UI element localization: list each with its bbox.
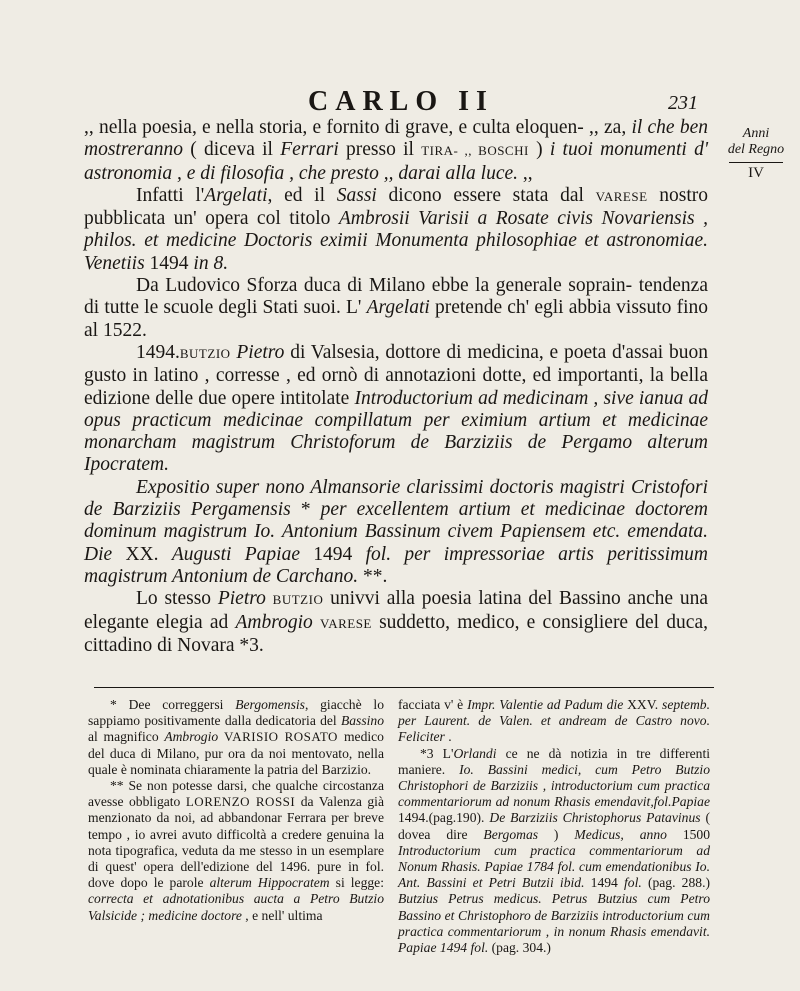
text-span: Pietro	[236, 341, 285, 363]
text-span: Ferrari	[280, 139, 339, 161]
text-span: .	[444, 729, 452, 745]
text-span: fol.	[624, 875, 642, 891]
text-span: 1500	[666, 826, 711, 842]
text-span: per excellentem artium et medicinae doctorem dominum magistrum Io. Antonium Bassinum civem Papiensem etc. emendata. Die	[84, 499, 708, 565]
text-span: LORENZO ROSSI	[185, 794, 296, 810]
text-span: (pag. 304.)	[488, 940, 551, 956]
footnote-1	[88, 697, 384, 778]
argelati-paragraph	[84, 185, 708, 275]
text-span: , giacchè lo sappiamo positivamente dalla dedicatoria del	[88, 697, 384, 729]
text-span: Da Ludovico Sforza duca di Milano ebbe la generale soprain- tendenza di tutte le scuole degli Stati suoi. L'	[84, 275, 708, 319]
text-span: ( dovea dire	[398, 810, 710, 842]
text-span: Io. Bassini medici, cum Petro Butzio Christophori de Barziziis , introductorium cum practica commentariorum ad nonum Rhasis emendavit,fol.Papiae	[398, 761, 711, 810]
text-span: (pag. 288.)	[641, 875, 710, 891]
text-span: Lo stesso	[136, 588, 218, 610]
margin-note	[721, 126, 791, 181]
text-span: facciata v' è	[398, 697, 468, 712]
text-span: ** Se non potesse darsi, che qualche circostanza avesse obbligato	[88, 778, 384, 810]
text-span: 1494	[584, 875, 625, 891]
text-span: Pietro	[217, 588, 266, 610]
text-span: ,, nella poesia, e nella storia, e fornito di grave, e culta eloquen- ,, za,	[84, 117, 632, 138]
text-span: nostro pubblicata un' opera col titolo	[84, 184, 709, 230]
text-span: VARESE	[595, 188, 648, 204]
text-span: dicono essere stata dal	[376, 184, 596, 206]
text-span: septemb. per Laurent. de Valen. et andream de Castro novo. Feliciter	[398, 697, 710, 745]
quote-paragraph	[84, 117, 708, 185]
text-span: correcta et adnotationibus aucta a Petro Butzio Valsicide ; medicine doctore	[88, 891, 384, 923]
text-span: ,,	[518, 162, 533, 184]
text-span: Ambrogio	[235, 611, 313, 633]
text-span: suddetto, medico, e consigliere del duca, cittadino di Novara *3.	[84, 611, 708, 656]
main-text	[84, 117, 708, 657]
text-span: BUTZIO	[179, 345, 231, 361]
text-span: XXV.	[623, 697, 663, 712]
text-span: Argelati	[366, 297, 430, 319]
text-span: 1494	[299, 543, 366, 565]
text-span: * Dee correggersi	[110, 697, 236, 712]
text-span: Butzius Petrus medicus. Petrus Butzius cum Petro Bassino et Christophoro de Barziziis introductorium cum practica commentariorum , in nonum Rhasis emendavit. Papiae 1494 fol.	[398, 891, 710, 956]
footnote-3	[398, 746, 710, 957]
text-span: Bergomensis	[235, 697, 305, 712]
text-span: di Valsesia, dottore di medicina, e poeta d'assai buon gusto in latino , corresse , ed ornò di annotazioni dotte, ed importanti, la bella edizione delle due opere intitolate	[84, 341, 709, 409]
text-span: Sassi	[336, 184, 377, 206]
footnote-column-right	[398, 697, 710, 956]
text-span: Impr. Valentie ad Padum die	[467, 697, 624, 712]
text-span: il che ben mostreranno	[84, 117, 708, 161]
margin-note-regno: del Regno	[727, 142, 785, 157]
text-span: 1494.(pag.190).	[398, 810, 490, 826]
text-span: BUTZIO	[272, 592, 324, 608]
footnote-2	[88, 778, 384, 924]
text-span: Ambrosii Varisii a Rosate civis Novariensis , philos. et medicine Doctoris eximii Monumenta philosophiae et astronomiae. Venetiis	[84, 208, 708, 274]
text-span: i tuoi monumenti d' astronomia , e di filosofia , che presto ,, darai alla luce.	[84, 139, 708, 184]
text-span: Ambrogio	[164, 729, 219, 745]
text-span: *3 L'	[420, 745, 454, 761]
margin-note-anni: Anni	[742, 126, 770, 141]
text-span: pretende ch' egli abbia vissuto fino al 1522.	[84, 297, 709, 341]
text-span: VARISIO ROSATO	[218, 729, 344, 745]
text-span: 1494	[144, 252, 194, 274]
footnote-2-continued	[398, 697, 710, 746]
footnote-column-left	[88, 697, 384, 924]
text-span: , ed il	[267, 184, 337, 206]
text-span: *	[290, 499, 321, 521]
text-span: De Barziziis Christophorus Patavinus	[489, 810, 701, 826]
text-span: , e nell' ultima	[241, 907, 323, 923]
text-span	[266, 588, 273, 609]
text-span: ce ne dà notizia in tre differenti maniere.	[398, 745, 711, 777]
text-span: 1494.	[136, 341, 180, 363]
text-span: Expositio super nono Almansorie clarissimi doctoris magistri Cristofori de Barziziis Pergamensis	[84, 476, 708, 521]
text-span: in 8.	[193, 252, 229, 274]
text-span: presso il	[338, 139, 422, 161]
stesso-paragraph	[84, 588, 708, 657]
text-span: )	[528, 139, 550, 161]
margin-note-rule	[729, 162, 783, 163]
text-span: Infatti l'	[136, 184, 205, 206]
text-span: Bassino	[340, 713, 384, 729]
text-span: Augusti Papiae	[171, 543, 300, 565]
butzio-paragraph	[84, 342, 708, 477]
sforza-paragraph	[84, 275, 708, 342]
text-span: ( diceva il	[182, 139, 281, 161]
text-span: Argelati	[204, 184, 268, 206]
page-number: 231	[668, 92, 698, 114]
running-title: CARLO II	[308, 86, 494, 117]
text-span: Medicus, anno	[574, 826, 667, 842]
text-span: )	[538, 826, 575, 842]
text-span: Bergomas	[483, 826, 539, 842]
text-span: TIRA- ,, BOSCHI	[421, 143, 529, 159]
text-span: medico del duca di Milano, pur ora da noi mentovato, nella quale è nominata chiaramente la patria del Barzizio.	[88, 729, 384, 777]
text-span: fol. per impressoriae artis peritissimum magistrum Antonium de Carchano.	[84, 543, 708, 587]
text-span: **.	[358, 565, 388, 587]
text-span: Orlandi	[453, 745, 497, 761]
text-span: al magnifico	[88, 729, 165, 745]
text-span: VARESE	[319, 615, 372, 631]
text-span: XX.	[112, 543, 172, 565]
text-span: si legge:	[329, 875, 384, 891]
text-span	[313, 612, 320, 633]
margin-note-year: IV	[748, 165, 764, 181]
text-span: univvi alla poesia latina del Bassino anche una elegante elegia ad	[84, 588, 709, 633]
text-span: Introductorium cum practica commentariorum ad Nonum Rhasis. Papiae 1784 fol. cum emendationibus Io. Ant. Bassini et Petri Butzii ibid.	[398, 842, 710, 891]
text-span: alterum Hippocratem	[209, 875, 330, 891]
footnote-divider	[94, 687, 714, 688]
text-span: da Valenza già menzionato da noi, ad abbandonar Ferrara per breve tempo , io avrei avuto difficoltà a credere genuina la nota tipografica, veduta da me stesso in un esemplare di quest' opera dell'edizione del 1496. pure in fol. dove dopo le parole	[88, 794, 384, 891]
text-span: Introductorium ad medicinam , sive ianua ad opus practicum medicinae compillatum per eximium artium et medicinae monarcham magistrum Christoforum de Barziziis de Pergamo alterum Ipocratem.	[84, 387, 708, 476]
expositio-paragraph	[84, 477, 708, 588]
